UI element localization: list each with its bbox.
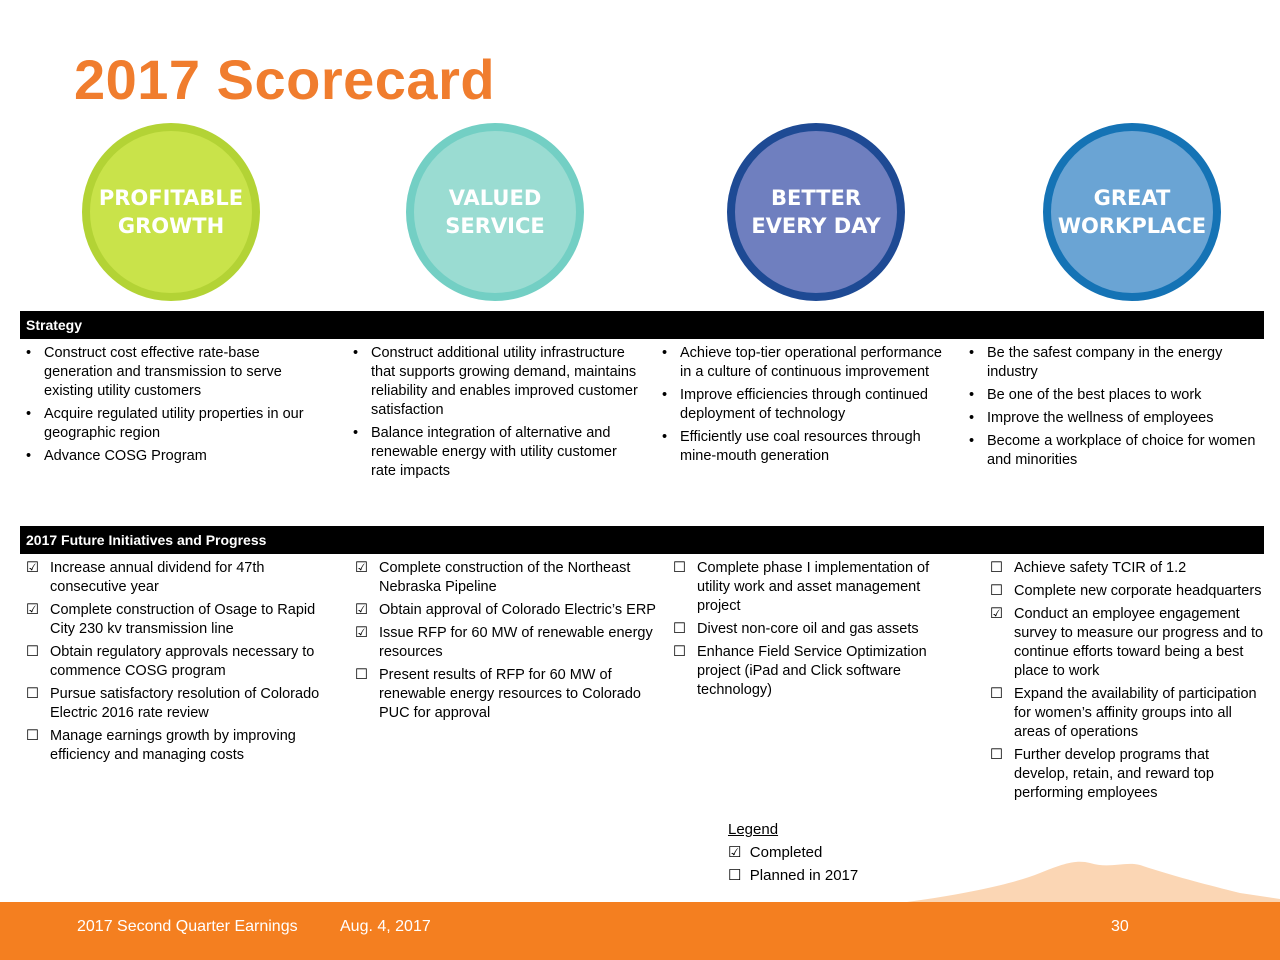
initiative-text: Achieve safety TCIR of 1.2 <box>1014 560 1187 576</box>
initiative-text: Issue RFP for 60 MW of renewable energy resources <box>379 625 653 660</box>
initiative-item <box>26 643 331 681</box>
initiative-text: Conduct an employee engagement survey to measure our progress and to continue efforts toward being a best place to work <box>1014 606 1264 679</box>
bullet-icon: • <box>353 425 359 441</box>
empty-box-icon: ☐ <box>990 560 1003 576</box>
better-every-day-circle <box>727 123 905 301</box>
pillar-label: PROFITABLE GROWTH <box>98 186 244 238</box>
strategy-text: Achieve top-tier operational performance in a culture of continuous improvement <box>680 345 942 380</box>
initiative-item <box>990 582 1265 601</box>
empty-box-icon: ☐ <box>990 686 1003 702</box>
strategy-item <box>26 447 326 466</box>
initiative-item <box>26 727 331 765</box>
footer-title: 2017 Second Quarter Earnings <box>77 918 298 935</box>
initiative-item <box>355 559 660 597</box>
strategy-column <box>662 344 952 470</box>
initiative-item <box>673 559 963 616</box>
bullet-icon: • <box>662 345 668 361</box>
empty-box-icon: ☐ <box>990 747 1003 763</box>
bullet-icon: • <box>662 387 668 403</box>
initiative-text: Complete new corporate headquarters <box>1014 583 1262 599</box>
initiative-item <box>990 746 1265 803</box>
empty-box-icon: ☐ <box>673 644 686 660</box>
initiatives-column <box>990 559 1265 807</box>
pillar-label: BETTER EVERY DAY <box>751 186 881 238</box>
checked-box-icon: ☑ <box>355 560 368 576</box>
initiative-text: Expand the availability of participation for women’s affinity groups into all areas of operations <box>1014 686 1257 740</box>
legend-planned-label: Planned in 2017 <box>749 867 859 884</box>
strategy-item <box>969 386 1264 405</box>
checked-box-icon: ☑ <box>355 602 368 618</box>
checked-box-icon: ☑ <box>26 602 39 618</box>
initiative-text: Divest non-core oil and gas assets <box>697 621 919 637</box>
bullet-icon: • <box>353 345 359 361</box>
initiative-item <box>990 605 1265 681</box>
bullet-icon: • <box>969 433 975 449</box>
strategy-text: Efficiently use coal resources through mine-mouth generation <box>680 429 921 464</box>
bullet-icon: • <box>969 387 975 403</box>
pillar-label: GREAT WORKPLACE <box>1057 186 1207 238</box>
strategy-item <box>969 409 1264 428</box>
strategy-column <box>26 344 326 470</box>
strategy-item <box>353 344 643 420</box>
valued-service-circle <box>406 123 584 301</box>
initiative-text: Increase annual dividend for 47th consecutive year <box>50 560 265 595</box>
initiative-text: Manage earnings growth by improving efficiency and managing costs <box>50 728 296 763</box>
initiative-text: Complete construction of Osage to Rapid City 230 kv transmission line <box>50 602 316 637</box>
initiative-item <box>673 643 963 700</box>
initiative-text: Obtain regulatory approvals necessary to commence COSG program <box>50 644 315 679</box>
strategy-text: Balance integration of alternative and renewable energy with utility customer rate impacts <box>371 425 617 479</box>
initiative-text: Enhance Field Service Optimization project (iPad and Click software technology) <box>697 644 927 698</box>
empty-box-icon: ☐ <box>673 560 686 576</box>
initiative-item <box>26 601 331 639</box>
checked-box-icon: ☑ <box>355 625 368 641</box>
initiatives-column <box>355 559 660 727</box>
initiative-item <box>355 624 660 662</box>
strategy-text: Construct additional utility infrastructure that supports growing demand, maintains reliability and enables improved customer satisfaction <box>371 345 638 418</box>
bullet-icon: • <box>26 345 32 361</box>
initiative-item <box>355 601 660 620</box>
checked-box-icon: ☑ <box>728 844 742 861</box>
empty-box-icon: ☐ <box>355 667 368 683</box>
empty-box-icon: ☐ <box>26 686 39 702</box>
strategy-text: Improve efficiencies through continued deployment of technology <box>680 387 928 422</box>
bullet-icon: • <box>662 429 668 445</box>
empty-box-icon: ☐ <box>990 583 1003 599</box>
initiative-text: Complete construction of the Northeast Nebraska Pipeline <box>379 560 631 595</box>
initiative-item <box>673 620 963 639</box>
initiative-item <box>990 559 1265 578</box>
initiative-text: Further develop programs that develop, retain, and reward top performing employees <box>1014 747 1214 801</box>
bullet-icon: • <box>26 448 32 464</box>
pillar-label: VALUED SERVICE <box>445 186 545 238</box>
initiatives-column <box>673 559 963 704</box>
checked-box-icon: ☑ <box>26 560 39 576</box>
initiative-item <box>355 666 660 723</box>
strategy-column <box>353 344 643 485</box>
strategy-item <box>969 344 1264 382</box>
empty-box-icon: ☐ <box>728 867 742 884</box>
strategy-text: Acquire regulated utility properties in our geographic region <box>44 406 304 441</box>
initiative-text: Complete phase I implementation of utility work and asset management project <box>697 560 930 614</box>
page-number: 30 <box>1111 918 1129 935</box>
initiatives-header: 2017 Future Initiatives and Progress <box>20 526 1264 554</box>
strategy-text: Be the safest company in the energy industry <box>987 345 1223 380</box>
strategy-text: Improve the wellness of employees <box>987 410 1214 426</box>
strategy-item <box>969 432 1264 470</box>
strategy-text: Construct cost effective rate-base generation and transmission to serve existing utility customers <box>44 345 282 399</box>
checked-box-icon: ☑ <box>990 606 1003 622</box>
empty-box-icon: ☐ <box>673 621 686 637</box>
strategy-column <box>969 344 1264 474</box>
bullet-icon: • <box>26 406 32 422</box>
strategy-item <box>662 386 952 424</box>
footer-wave-decoration <box>0 855 1280 905</box>
initiative-text: Present results of RFP for 60 MW of renewable energy resources to Colorado PUC for approval <box>379 667 641 721</box>
strategy-item <box>353 424 643 481</box>
strategy-text: Advance COSG Program <box>44 448 207 464</box>
great-workplace-circle <box>1043 123 1221 301</box>
profitable-growth-circle <box>82 123 260 301</box>
initiative-item <box>26 559 331 597</box>
legend-completed-label: Completed <box>749 844 823 861</box>
page-title: 2017 Scorecard <box>74 48 496 111</box>
initiative-item <box>990 685 1265 742</box>
initiative-text: Pursue satisfactory resolution of Colorado Electric 2016 rate review <box>50 686 320 721</box>
strategy-item <box>662 428 952 466</box>
bullet-icon: • <box>969 410 975 426</box>
initiatives-column <box>26 559 331 769</box>
legend-title: Legend <box>728 821 779 838</box>
strategy-text: Become a workplace of choice for women and minorities <box>987 433 1256 468</box>
empty-box-icon: ☐ <box>26 728 39 744</box>
bullet-icon: • <box>969 345 975 361</box>
strategy-header: Strategy <box>20 311 1264 339</box>
strategy-item <box>26 344 326 401</box>
strategy-item <box>26 405 326 443</box>
footer-date: Aug. 4, 2017 <box>340 918 431 935</box>
strategy-text: Be one of the best places to work <box>987 387 1202 403</box>
strategy-item <box>662 344 952 382</box>
initiative-text: Obtain approval of Colorado Electric’s ERP <box>379 602 656 618</box>
initiative-item <box>26 685 331 723</box>
empty-box-icon: ☐ <box>26 644 39 660</box>
